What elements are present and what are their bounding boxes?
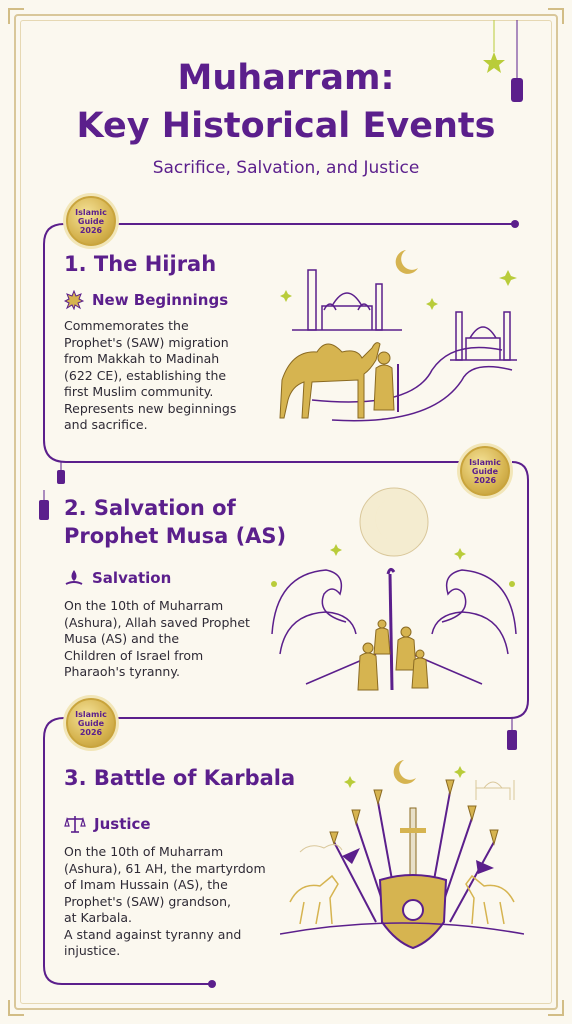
sword-icon — [410, 808, 416, 878]
wave-icon — [272, 570, 516, 684]
section-body-musa: On the 10th of Muharram (Ashura), Allah saved Prophet Musa (AS) and the Children of Israel from Pharaoh's tyranny. — [64, 598, 250, 679]
islamic-guide-badge: Islamic Guide 2026 — [66, 196, 116, 246]
mosque-icon — [292, 270, 402, 330]
mosque-icon — [450, 312, 517, 360]
section-title-musa-line2: Prophet Musa (AS) — [64, 524, 287, 548]
crescent-moon-icon — [396, 250, 418, 274]
section-title-karbala: 3. Battle of Karbala — [64, 766, 296, 790]
parting-sea-illustration — [266, 484, 522, 700]
water-drop-hand-icon — [64, 568, 84, 588]
traveler-icon — [374, 352, 398, 412]
section-body-karbala: On the 10th of Muharram (Ashura), 61 AH, the martyrdom of Imam Hussain (AS), the Prophet's (SAW) grandson, at Karbala. A stand against tyranny and injustice. — [64, 844, 266, 958]
scales-icon — [64, 814, 86, 834]
crescent-moon-icon — [394, 760, 416, 784]
page-subtitle: Sacrifice, Salvation, and Justice — [152, 158, 420, 178]
camel-icon — [280, 343, 380, 418]
page-title-line1: Muharram: — [177, 58, 395, 98]
karbala-illustration — [280, 752, 524, 952]
sub-heading-justice: Justice — [64, 814, 151, 834]
star-burst-icon — [64, 290, 84, 310]
section-title-hijrah: 1. The Hijrah — [64, 252, 217, 276]
sub-heading-salvation: Salvation — [64, 568, 171, 588]
section-title-musa-line1: 2. Salvation of — [64, 496, 236, 520]
section-body-hijrah: Commemorates the Prophet's (SAW) migration from Makkah to Madinah (622 CE), establishing the first Muslim community. Represents new beginnings and sacrifice. — [64, 318, 237, 432]
page-title-line2: Key Historical Events — [76, 106, 496, 146]
lantern-icon — [57, 462, 65, 484]
islamic-guide-badge: Islamic Guide 2026 — [66, 698, 116, 748]
mosque-icon — [476, 780, 514, 800]
lantern-icon — [507, 718, 517, 750]
lantern-icon — [39, 490, 49, 520]
islamic-guide-badge: Islamic Guide 2026 — [460, 446, 510, 496]
sub-heading-new-beginnings: New Beginnings — [64, 290, 228, 310]
hijrah-illustration — [272, 240, 522, 430]
